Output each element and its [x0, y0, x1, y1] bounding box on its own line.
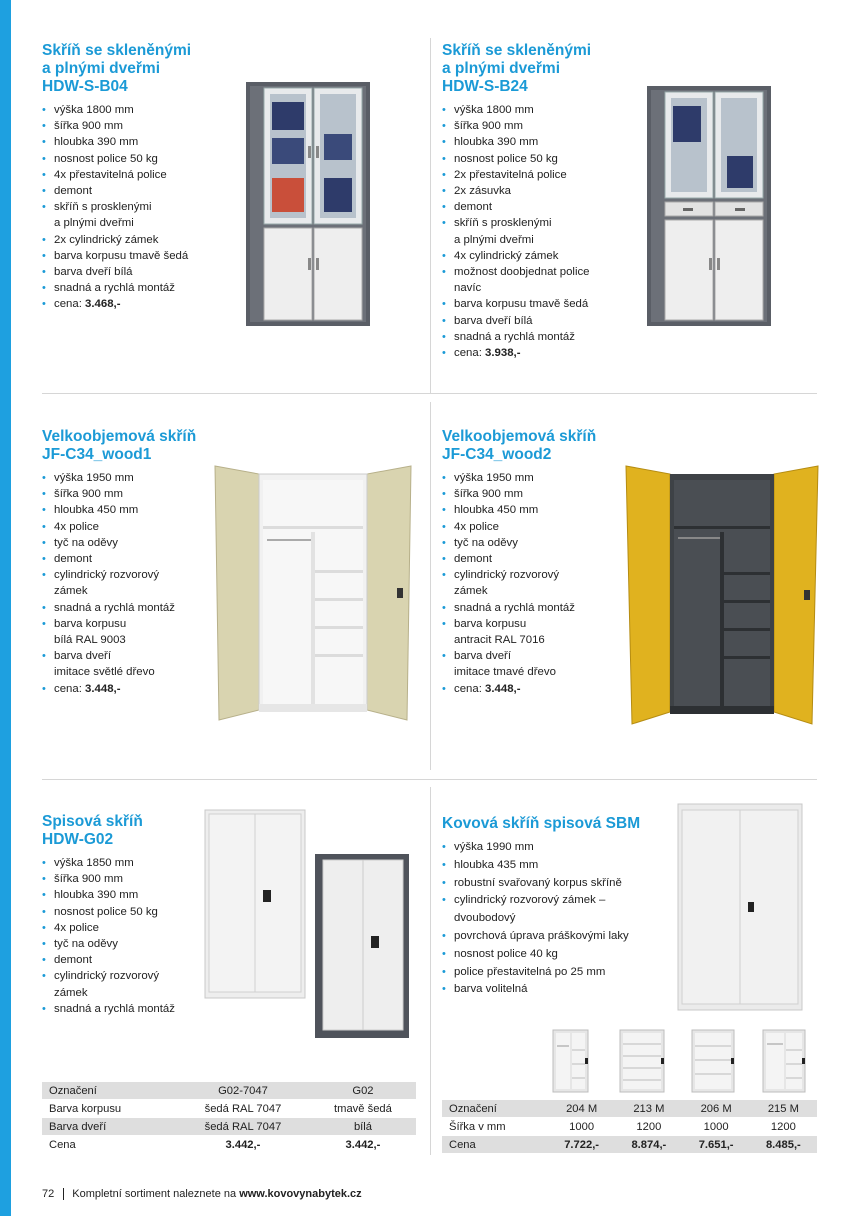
spec-item: • výška 1950 mm	[442, 470, 617, 486]
price-value: 3.448,-	[85, 682, 121, 695]
spec-list	[42, 855, 207, 1017]
spec-item: • snadná a rychlá montáž	[442, 329, 642, 345]
spec-item: • cylindrický rozvorový zámek	[42, 968, 207, 1000]
price-table-sbm	[442, 1100, 817, 1154]
price-item	[42, 296, 242, 312]
spec-item: • barva korpusu antracit RAL 7016	[442, 616, 617, 648]
spec-item: • snadná a rychlá montáž	[442, 600, 617, 616]
spec-item: • nosnost police 50 kg	[42, 904, 207, 920]
spec-item: • skříň s prosklenými a plnými dveřmi	[42, 199, 242, 231]
cabinet-image-sbm	[678, 804, 802, 1010]
spec-item: • cylindrický rozvorový zámek	[442, 567, 617, 599]
product-jf-c34-wood1	[42, 428, 212, 697]
spec-item: • skříň s prosklenými a plnými dveřmi	[442, 215, 642, 247]
footer-website-link[interactable]: www.kovovynabytek.cz	[239, 1188, 362, 1200]
price-label: cena:	[454, 682, 486, 695]
wardrobe-image-dark	[626, 466, 818, 724]
price-label: cena:	[54, 298, 86, 311]
spec-item: • tyč na oděvy	[442, 535, 617, 551]
price-value: 3.938,-	[485, 347, 521, 360]
sbm-variant-215m-image	[763, 1030, 805, 1092]
column-divider	[430, 787, 431, 1155]
spec-item: • 4x cylindrický zámek	[442, 248, 642, 264]
column-divider	[430, 38, 431, 393]
spec-item: • barva volitelná	[442, 981, 682, 999]
table-row: Cena 3.442,- 3.442,-	[42, 1136, 416, 1154]
spec-item: • cylindrický rozvorový zámek	[42, 567, 212, 599]
spec-list	[42, 102, 242, 313]
spec-item: • demont	[442, 551, 617, 567]
spec-item: • výška 1990 mm	[442, 839, 682, 857]
spec-item: • 2x přestavitelná police	[442, 167, 642, 183]
price-item	[442, 681, 617, 697]
product-title: Kovová skříň spisová SBM	[442, 815, 641, 832]
spec-item: • barva korpusu tmavě šedá	[42, 248, 242, 264]
spec-item: • barva korpusu bílá RAL 9003	[42, 616, 212, 648]
spec-item: • 4x police	[42, 519, 212, 535]
spec-item: • barva dveří bílá	[442, 313, 642, 329]
row-divider	[42, 779, 817, 780]
spec-item: • 4x přestavitelná police	[42, 167, 242, 183]
spec-item: • snadná a rychlá montáž	[42, 280, 242, 296]
price-label: cena:	[54, 682, 86, 695]
spec-item: • možnost doobjednat police navíc	[442, 264, 642, 296]
cabinet-image-hdw-s-b04	[246, 82, 370, 326]
price-label: cena:	[454, 347, 486, 360]
spec-item: • 4x police	[42, 920, 207, 936]
product-hdw-g02	[42, 813, 207, 1017]
table-row: Barva korpusu šedá RAL 7047 tmavě šedá	[42, 1100, 416, 1118]
spec-list	[42, 470, 212, 697]
spec-item: • 2x cylindrický zámek	[42, 232, 242, 248]
product-title: Velkoobjemová skříň JF-C34_wood2	[442, 428, 597, 463]
spec-item: • povrchová úprava práškovými laky	[442, 928, 682, 946]
spec-item: • nosnost police 50 kg	[442, 151, 642, 167]
spec-item: • hloubka 390 mm	[42, 134, 242, 150]
spec-item: • výška 1850 mm	[42, 855, 207, 871]
spec-item: • police přestavitelná po 25 mm	[442, 964, 682, 982]
product-title: Spisová skříň HDW-G02	[42, 813, 143, 848]
spec-item: • šířka 900 mm	[42, 118, 242, 134]
spec-item: • šířka 900 mm	[442, 486, 617, 502]
price-item	[442, 345, 642, 361]
cabinet-image-hdw-s-b24	[647, 86, 771, 326]
sbm-variant-206m-image	[692, 1030, 734, 1092]
spec-item: • šířka 900 mm	[42, 871, 207, 887]
table-row: Označení G02-7047 G02	[42, 1082, 416, 1100]
spec-item: • hloubka 390 mm	[442, 134, 642, 150]
spec-item: • demont	[442, 199, 642, 215]
spec-list	[442, 839, 682, 999]
product-title: Skříň se skleněnými a plnými dveřmi HDW-S-B04	[42, 42, 192, 95]
product-hdw-s-b04	[42, 42, 242, 313]
spec-item: • šířka 900 mm	[442, 118, 642, 134]
spec-item: • hloubka 435 mm	[442, 857, 682, 875]
spec-item: • výška 1800 mm	[442, 102, 642, 118]
table-row: Cena 7.722,- 8.874,- 7.651,- 8.485,-	[442, 1136, 817, 1154]
spec-item: • tyč na oděvy	[42, 936, 207, 952]
spec-list	[442, 102, 642, 361]
table-row: Barva dveří šedá RAL 7047 bílá	[42, 1118, 416, 1136]
price-item	[42, 681, 212, 697]
spec-item: • demont	[42, 952, 207, 968]
spec-item: • hloubka 450 mm	[442, 502, 617, 518]
spec-item: • šířka 900 mm	[42, 486, 212, 502]
spec-item: • snadná a rychlá montáž	[42, 1001, 207, 1017]
footer-text: Kompletní sortiment naleznete na	[72, 1188, 240, 1200]
product-title: Skříň se skleněnými a plnými dveřmi HDW-S-B24	[442, 42, 592, 95]
spec-item: • tyč na oděvy	[42, 535, 212, 551]
spec-item: • výška 1950 mm	[42, 470, 212, 486]
spec-item: • 2x zásuvka	[442, 183, 642, 199]
price-value: 3.448,-	[485, 682, 521, 695]
spec-item: • hloubka 450 mm	[42, 502, 212, 518]
spec-item: • nosnost police 40 kg	[442, 946, 682, 964]
spec-item: • cylindrický rozvorový zámek – dvoubodový	[442, 892, 682, 928]
spec-item: • nosnost police 50 kg	[42, 151, 242, 167]
spec-item: • výška 1800 mm	[42, 102, 242, 118]
price-table-g02	[42, 1082, 416, 1154]
product-jf-c34-wood2	[442, 428, 617, 697]
wardrobe-image-light	[215, 466, 411, 720]
sbm-variant-213m-image	[620, 1030, 664, 1092]
spec-item: • hloubka 390 mm	[42, 887, 207, 903]
product-sbm	[442, 815, 682, 999]
spec-item: • demont	[42, 183, 242, 199]
spec-list	[442, 470, 617, 697]
spec-item: • robustní svařovaný korpus skříně	[442, 875, 682, 893]
row-divider	[42, 393, 817, 394]
spec-item: • barva dveří bílá	[42, 264, 242, 280]
spec-item: • snadná a rychlá montáž	[42, 600, 212, 616]
spec-item: • barva korpusu tmavě šedá	[442, 296, 642, 312]
column-divider	[430, 402, 431, 770]
product-title: Velkoobjemová skříň JF-C34_wood1	[42, 428, 197, 463]
spec-item: • barva dveří imitace světlé dřevo	[42, 648, 212, 680]
spec-item: • barva dveří imitace tmavé dřevo	[442, 648, 617, 680]
price-value: 3.468,-	[85, 298, 121, 311]
table-row: Označení 204 M 213 M 206 M 215 M	[442, 1100, 817, 1118]
spec-item: • 4x police	[442, 519, 617, 535]
accent-side-bar	[0, 0, 11, 1216]
cabinet-image-hdw-g02	[205, 810, 415, 1038]
product-hdw-s-b24	[442, 42, 642, 361]
table-row: Šířka v mm 1000 1200 1000 1200	[442, 1118, 817, 1136]
page-number: 72	[42, 1188, 64, 1200]
page-footer	[42, 1188, 362, 1200]
spec-item: • demont	[42, 551, 212, 567]
sbm-variant-204m-image	[553, 1030, 588, 1092]
